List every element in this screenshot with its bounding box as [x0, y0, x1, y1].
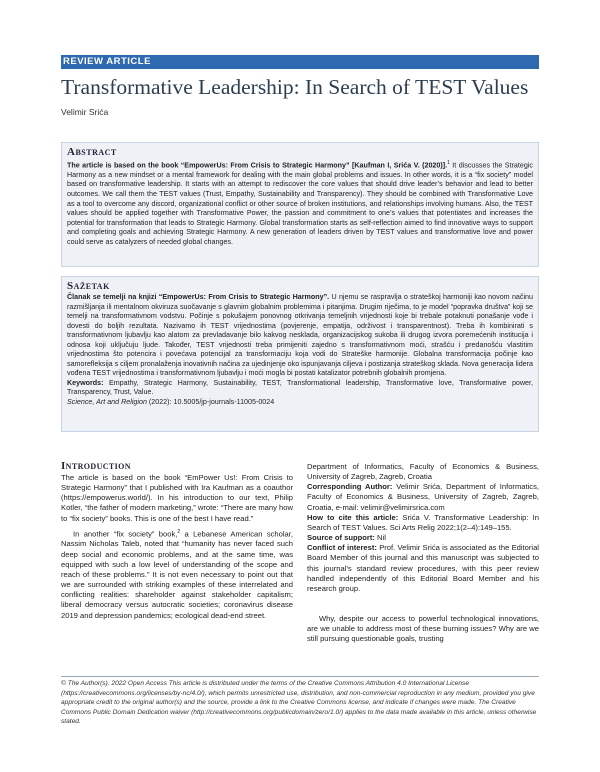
conflict-of-interest: Conflict of interest: Prof. Velimir Srića is associated as the Editorial Board Member of this journal and this manuscript was subjected to this journal’s standard review procedures, with this peer review handled independently of this Editorial Board Member and his research group.: [307, 543, 539, 593]
author-name: Velimir Srića: [61, 107, 109, 117]
introduction-heading: Introduction: [61, 460, 131, 472]
citation-line: Science, Art and Religion (2022): 10.5005/jp-journals-11005-0024: [67, 398, 275, 407]
intro-paragraph-2: In another “fix society” book,$^2$ a Lebanese American scholar, Nassim Nicholas Taleb, noted that “humanity has never faced such deep social and economic problems, and at the same time, was equipped with such a low level of understanding of the scope and reach of these problems.” It is not even necessary to point out that we are surrounded with striking examples of these interrelated and conflicting realities: shareholder against stakeholder capitalism; liberal democracy versus autocratic societies; coronavirus disease 2019 and depression pandemics; ecological dead-end street.: [61, 528, 293, 620]
license-footer: © The Author(s). 2022 Open Access This article is distributed under the terms of the Creative Commons Attribution 4.0 International License (https://creativecommons.org/licenses/by-nc/4.0/), which permits unrestricted use, distribution, and non-commercial reproduction in any medium, provided you give appropriate credit to the original author(s) and the source, provide a link to the Creative Commons license, and indicate if changes were made. The Creative Commons Public Domain Dedication waiver (http://creativecommons.org/publicdomain/zero/1.0/) applies to the data made available in this article, unless otherwise stated.: [61, 680, 537, 726]
article-title: Transformative Leadership: In Search of TEST Values: [61, 75, 529, 99]
sazetak-box: [61, 276, 539, 432]
body-paragraph-why: Why, despite our access to powerful technological innovations, are we unable to address most of these burning issues? Why are we still pursuing questionable goals, trusting: [307, 614, 539, 644]
affiliation: Department of Informatics, Faculty of Economics & Business, University of Zagreb, Zagreb, Croatia: [307, 462, 539, 482]
footer-divider: [61, 676, 539, 677]
source-of-support: Source of support: Nil: [307, 533, 386, 543]
intro-paragraph-1: The article is based on the book “EmPower Us!: From Crisis to Strategic Harmony” that I published with Ira Kaufman as a coauthor (https://empowerus.world/). In his introduction to our text, Philip Kotler, “the father of modern marketing,” wrote: “There are many how to “fix society” books. This is one of the best I have read.”: [61, 473, 293, 523]
corresponding-author: Corresponding Author: Velimir Srića, Department of Informatics, Faculty of Economics & Business, University of Zagreb, Zagreb, Croatia, e-mail: velimir@velimirsrica.com: [307, 482, 539, 512]
abstract-heading: Abstract: [67, 146, 117, 158]
keywords: Keywords: Empathy, Strategic Harmony, Sustainability, TEST, Transformational leadership, Transformative love, Transformative power, Transparency, Trust, Value.: [67, 378, 533, 397]
article-type-badge: REVIEW ARTICLE: [61, 55, 539, 69]
abstract-text: The article is based on the book “EmpowerUs: From Crisis to Strategic Harmony” [Kaufman I, Srića V. (2020)].$^1$ It discusses the Strategic Harmony as a new mindset or a mental framework for dealing with the main global problems and issues. In other words, it is a “fix society” model based on transformative leadership. It starts with an attempt to rediscover the core values that should drive leader’s behavior and lead to better outcomes. We call them the TEST values (Trust, Empathy, Sustainability and Transparency). They should be combined with Transformative Love as a tool to overcome any discord, organizational conflict or other source of broken institutions, and relationships involving humans. Also, the TEST values should be applied together with Transformative Power, the passion and commitment to one’s values that potentiates and increases the potential for transformation that leads to Strategic Harmony. Global transformation starts as self-reflection aimed to find innovative ways to support and completing goals and achieving Strategic Harmony. A new generation of leaders driven by TEST values and transformative love and power could serve as catalyzers of needed global changes.: [67, 160, 533, 246]
sazetak-text: Članak se temelji na knjizi “EmpowerUs: From Crisis to Strategic Harmony”. U njemu se raspravlja o strateškoj harmoniji kao novom načinu razmišljanja ili mentalnom okviruza suočavanje s glavnim globalnim problemima i pitanjima. Drugim riječima, to je model “popravka društva” koji se temelji na transformativnom vodstvu. Počinje s pokušajem ponovnog otkrivanja temeljnih vrijednosti koje bi trebale potaknuti ponašanje vođe i dovesti do boljih rezultata. Nazivamo ih TEST vrijednostima (povjerenje, empatija, održivost i transparentnost). Treba ih kombinirati s transformativnom ljubavlju kao alatom za prevladavanje bilo kakvog nesklada, organizacijskog sukoba ili drugog izvora poremećenih institucija i odnosa koji uključuju ljude. Također, TEST vrijednosti treba primijeniti zajedno s transformativnom moći, strašću i predanošću vlastitim vrijednostima što potencira i povećava potencijal za transformaciju koja vodi do Strateške harmonije. Globalna transformacija počinje kao samorefleksija s ciljem pronalaženja inovativnih načina za ujedinjenje oko ispunjavanja ciljeva i postizanja strateškog sklada. Nova generacija lidera vođena TEST vrijednostima i transformativnom ljubavlju i moći mogla bi postati katalizator potrebnih globalnih promjena.: [67, 293, 533, 378]
how-to-cite: How to cite this article: Srića V. Transformative Leadership: In Search of TEST Values. Sci Arts Relig 2022;1(2–4):149–155.: [307, 512, 539, 532]
info-column: [307, 462, 539, 645]
abstract-box: [61, 142, 539, 267]
intro-column: [61, 473, 293, 621]
sazetak-heading: Sažetak: [67, 280, 110, 292]
